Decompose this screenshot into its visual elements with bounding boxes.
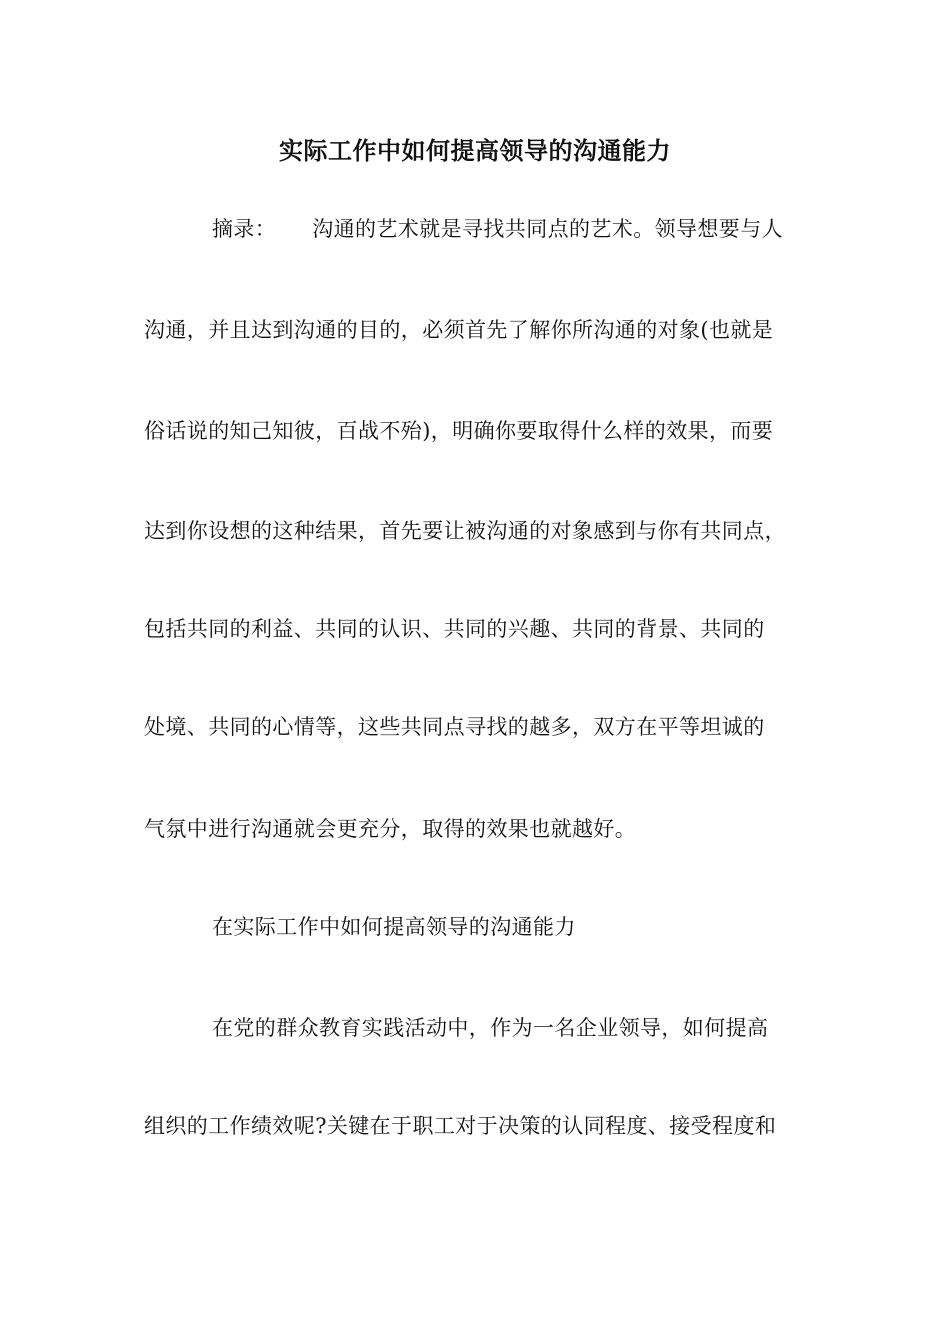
paragraph-line: 气氛中进行沟通就会更充分，取得的效果也就越好。	[144, 817, 637, 841]
paragraph-line: 在党的群众教育实践活动中，作为一名企业领导，如何提高	[212, 1016, 769, 1040]
paragraph-line: 处境、共同的心情等，这些共同点寻找的越多，双方在平等坦诚的	[144, 715, 765, 739]
abstract-text-1: 沟通的艺术就是寻找共同点的艺术。领导想要与人	[312, 217, 784, 241]
paragraph-line: 沟通，并且达到沟通的目的，必须首先了解你所沟通的对象(也就是	[144, 318, 774, 342]
abstract-line-1	[212, 214, 902, 244]
paragraph-line: 达到你设想的这种结果，首先要让被沟通的对象感到与你有共同点，	[144, 519, 786, 543]
section-heading: 在实际工作中如何提高领导的沟通能力	[212, 915, 576, 939]
paragraph-line: 组织的工作绩效呢?关键在于职工对于决策的认同程度、接受程度和	[144, 1114, 777, 1138]
document-title: 实际工作中如何提高领导的沟通能力	[279, 136, 671, 165]
paragraph-line: 包括共同的利益、共同的认识、共同的兴趣、共同的背景、共同的	[144, 617, 765, 641]
abstract-label: 摘录：	[212, 217, 277, 241]
paragraph-line: 俗话说的知己知彼，百战不殆)，明确你要取得什么样的效果，而要	[144, 419, 774, 443]
